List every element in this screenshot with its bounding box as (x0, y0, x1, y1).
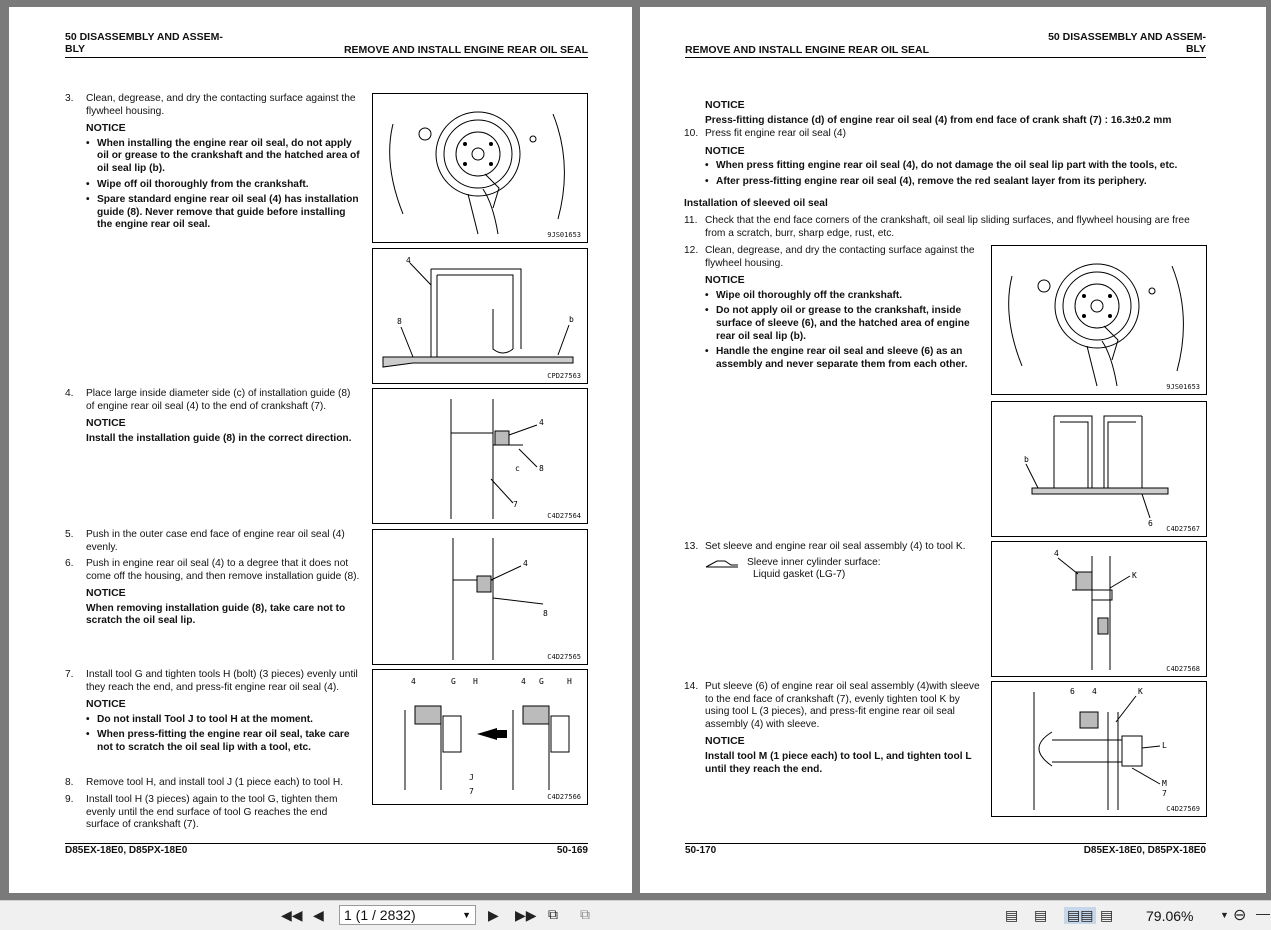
page-gap (632, 0, 640, 900)
single-page-view-icon[interactable]: ▤ (1005, 907, 1019, 923)
svg-text:b: b (1024, 455, 1029, 464)
page-number: 50-170 (685, 845, 717, 856)
svg-text:4: 4 (521, 677, 526, 686)
figure-installation-guide (372, 248, 588, 384)
zoom-level[interactable]: 79.06% (1146, 908, 1194, 924)
document-page-left (9, 7, 633, 893)
header-rule (65, 57, 588, 58)
footer-model: D85EX-18E0, D85PX-18E0 (1083, 845, 1206, 856)
svg-text:K: K (1132, 571, 1137, 580)
page-number: 50-169 (556, 845, 588, 856)
installation-guide-drawing (373, 249, 587, 383)
svg-text:7: 7 (469, 787, 474, 796)
figure-flywheel-housing-2 (991, 245, 1207, 395)
zoom-slider-icon[interactable]: — (1256, 905, 1270, 921)
figure-code: 9JS01653 (1166, 383, 1200, 391)
document-page-right (640, 7, 1266, 893)
last-page-icon[interactable]: ▶▶ (515, 907, 537, 923)
svg-text:b: b (569, 315, 574, 324)
figure-guide-placement (372, 388, 588, 524)
svg-text:8: 8 (539, 464, 544, 473)
svg-text:4: 4 (523, 559, 528, 568)
footer-rule (65, 843, 588, 844)
svg-text:4: 4 (1054, 549, 1059, 558)
svg-text:4: 4 (406, 256, 411, 265)
header-title: REMOVE AND INSTALL ENGINE REAR OIL SEAL (343, 44, 588, 56)
step-5: 5. Push in the outer case end face of engine rear oil seal (4) evenly. (65, 529, 345, 553)
svg-text:G: G (451, 677, 456, 686)
svg-text:4: 4 (1092, 687, 1097, 696)
figure-code: C4D27568 (1166, 665, 1200, 673)
press-fit-notice: NOTICE Press-fitting distance (d) of engine rear oil seal (4) from end face of crank shaft (7) : 16.3±0.2 mm (705, 99, 1172, 126)
step-14: 14. Put sleeve (6) of engine rear oil seal assembly (4)with sleeve to the end face of crankshaft (7), evenly tighten tool K by using tool L (3 pieces), and press-fit engine rear oil seal assembly (4) with sleeve. NOTICE Install tool M (1 piece each) to tool L, and tighten tool L until they reach the end. (684, 681, 980, 775)
fit-page-icon[interactable]: ⧉ (580, 906, 590, 922)
svg-text:7: 7 (513, 500, 518, 509)
figure-push-seal (372, 529, 588, 665)
page-number-input[interactable]: 1 (1 / 2832) ▼ (339, 905, 476, 925)
figure-code: C4D27564 (547, 512, 581, 520)
svg-text:M: M (1162, 779, 1167, 788)
step-13: 13. Set sleeve and engine rear oil seal assembly (4) to tool K. Sleeve inner cylinder surface: Liquid gasket (LG-7) (684, 541, 966, 581)
tools-k-l-m-drawing (992, 682, 1206, 816)
step-6: 6. Push in engine rear oil seal (4) to a degree that it does not come off the housing, and then remove installation guide (8). NOTICE When removing installation guide (8), take care not to scratch the oil seal lip. (65, 558, 360, 627)
figure-code: C4D27567 (1166, 525, 1200, 533)
zoom-dropdown-icon[interactable]: ▼ (1220, 910, 1229, 920)
next-page-icon[interactable]: ▶ (488, 907, 499, 923)
figure-code: CPD27563 (547, 372, 581, 380)
svg-text:G: G (539, 677, 544, 686)
step-12: 12. Clean, degrease, and dry the contacting surface against the flywheel housing. NOTICE • Wipe oil thoroughly off the crankshaft. • Do not apply oil or grease to the crankshaft, inside surface of sleeve (6), and the hatched area of engine rear oil seal lip (b). • Handle the engine rear oil seal and sleeve (6) as an assembly and never separate them from each other. (684, 245, 981, 374)
figure-code: C4D27569 (1166, 805, 1200, 813)
figure-code: C4D27566 (547, 793, 581, 801)
figure-code: 9JS01653 (547, 231, 581, 239)
step-9: 9. Install tool H (3 pieces) again to the tool G, tighten them evenly until the end surface of tool G reaches the end surface of crankshaft (7). (65, 794, 338, 831)
header-rule (685, 57, 1206, 58)
figure-code: C4D27565 (547, 653, 581, 661)
figure-sleeve-seal (991, 401, 1207, 537)
prev-page-icon[interactable]: ◀ (313, 907, 324, 923)
figure-tools-g-h (372, 669, 588, 805)
footer-model: D85EX-18E0, D85PX-18E0 (65, 845, 188, 856)
viewer-toolbar (0, 900, 1271, 930)
guide-placement-drawing (373, 389, 587, 523)
svg-text:4: 4 (411, 677, 416, 686)
liquid-gasket-icon (705, 559, 739, 569)
step-3: 3. Clean, degrease, and dry the contacting surface against the flywheel housing. NOTICE • When installing the engine rear oil seal, do not apply oil or grease to the crankshaft and the hatched area of oil seal lip (b). • Wipe off oil thoroughly from the crankshaft. • Spare standard engine rear oil seal (4) has installation guide (8). Never remove that guide before installing the engine rear oil seal. (65, 93, 361, 235)
svg-text:K: K (1138, 687, 1143, 696)
svg-text:6: 6 (1070, 687, 1075, 696)
rotate-icon[interactable]: ⧉ (548, 906, 558, 922)
svg-text:7: 7 (1162, 789, 1167, 798)
svg-text:4: 4 (539, 418, 544, 427)
page-dropdown-icon[interactable]: ▼ (462, 910, 471, 920)
step-8: 8. Remove tool H, and install tool J (1 piece each) to tool H. (65, 777, 344, 788)
figure-tool-k (991, 541, 1207, 677)
tools-g-h-drawing (373, 670, 587, 804)
step-7: 7. Install tool G and tighten tools H (bolt) (3 pieces) evenly until they reach the end, and press-fit engine rear oil seal (4). NOTICE • Do not install Tool J to tool H at the moment. • When press-fitting the engine rear oil seal, take care not to scratch the oil seal lip with a tool, etc. (65, 669, 361, 758)
two-page-view-icon[interactable]: ▤▤ (1064, 907, 1096, 924)
header-section: 50 DISASSEMBLY AND ASSEM- BLY (65, 31, 223, 55)
first-page-icon[interactable]: ◀◀ (281, 907, 303, 923)
header-section: 50 DISASSEMBLY AND ASSEM- BLY (1048, 31, 1206, 55)
svg-text:H: H (473, 677, 478, 686)
zoom-out-icon[interactable]: ⊖ (1233, 907, 1247, 924)
section-heading: Installation of sleeved oil seal (684, 198, 828, 209)
svg-text:H: H (567, 677, 572, 686)
figure-flywheel-housing (372, 93, 588, 243)
flywheel-housing-drawing (373, 94, 587, 242)
svg-text:8: 8 (397, 317, 402, 326)
svg-text:c: c (515, 464, 520, 473)
push-seal-drawing (373, 530, 587, 664)
svg-text:6: 6 (1148, 519, 1153, 528)
footer-rule (685, 843, 1206, 844)
header-title: REMOVE AND INSTALL ENGINE REAR OIL SEAL (685, 44, 930, 56)
step-4: 4. Place large inside diameter side (c) of installation guide (8) of engine rear oil seal (4) to the end of crankshaft (7). NOTICE Install the installation guide (8) in the correct direction. (65, 388, 352, 444)
step-10: 10. Press fit engine rear oil seal (4) NOTICE • When press fitting engine rear oil seal (4), do not damage the oil seal lip part with the tools, etc. • After press-fitting engine rear oil seal (4), remove the red sealant layer from its periphery. (684, 128, 1214, 191)
two-page-continuous-icon[interactable]: ▤ (1100, 907, 1114, 923)
svg-text:J: J (469, 773, 474, 782)
figure-tools-k-l-m (991, 681, 1207, 817)
svg-text:L: L (1162, 741, 1167, 750)
svg-text:8: 8 (543, 609, 548, 618)
continuous-view-icon[interactable]: ▤ (1034, 907, 1048, 923)
flywheel-housing-drawing-2 (992, 246, 1206, 394)
tool-k-drawing (992, 542, 1206, 676)
step-11: 11. Check that the end face corners of the crankshaft, oil seal lip sliding surfaces, and flywheel housing are free from a scratch, burr, sharp edge, rust, etc. (684, 215, 1190, 239)
sleeve-seal-drawing (992, 402, 1206, 536)
